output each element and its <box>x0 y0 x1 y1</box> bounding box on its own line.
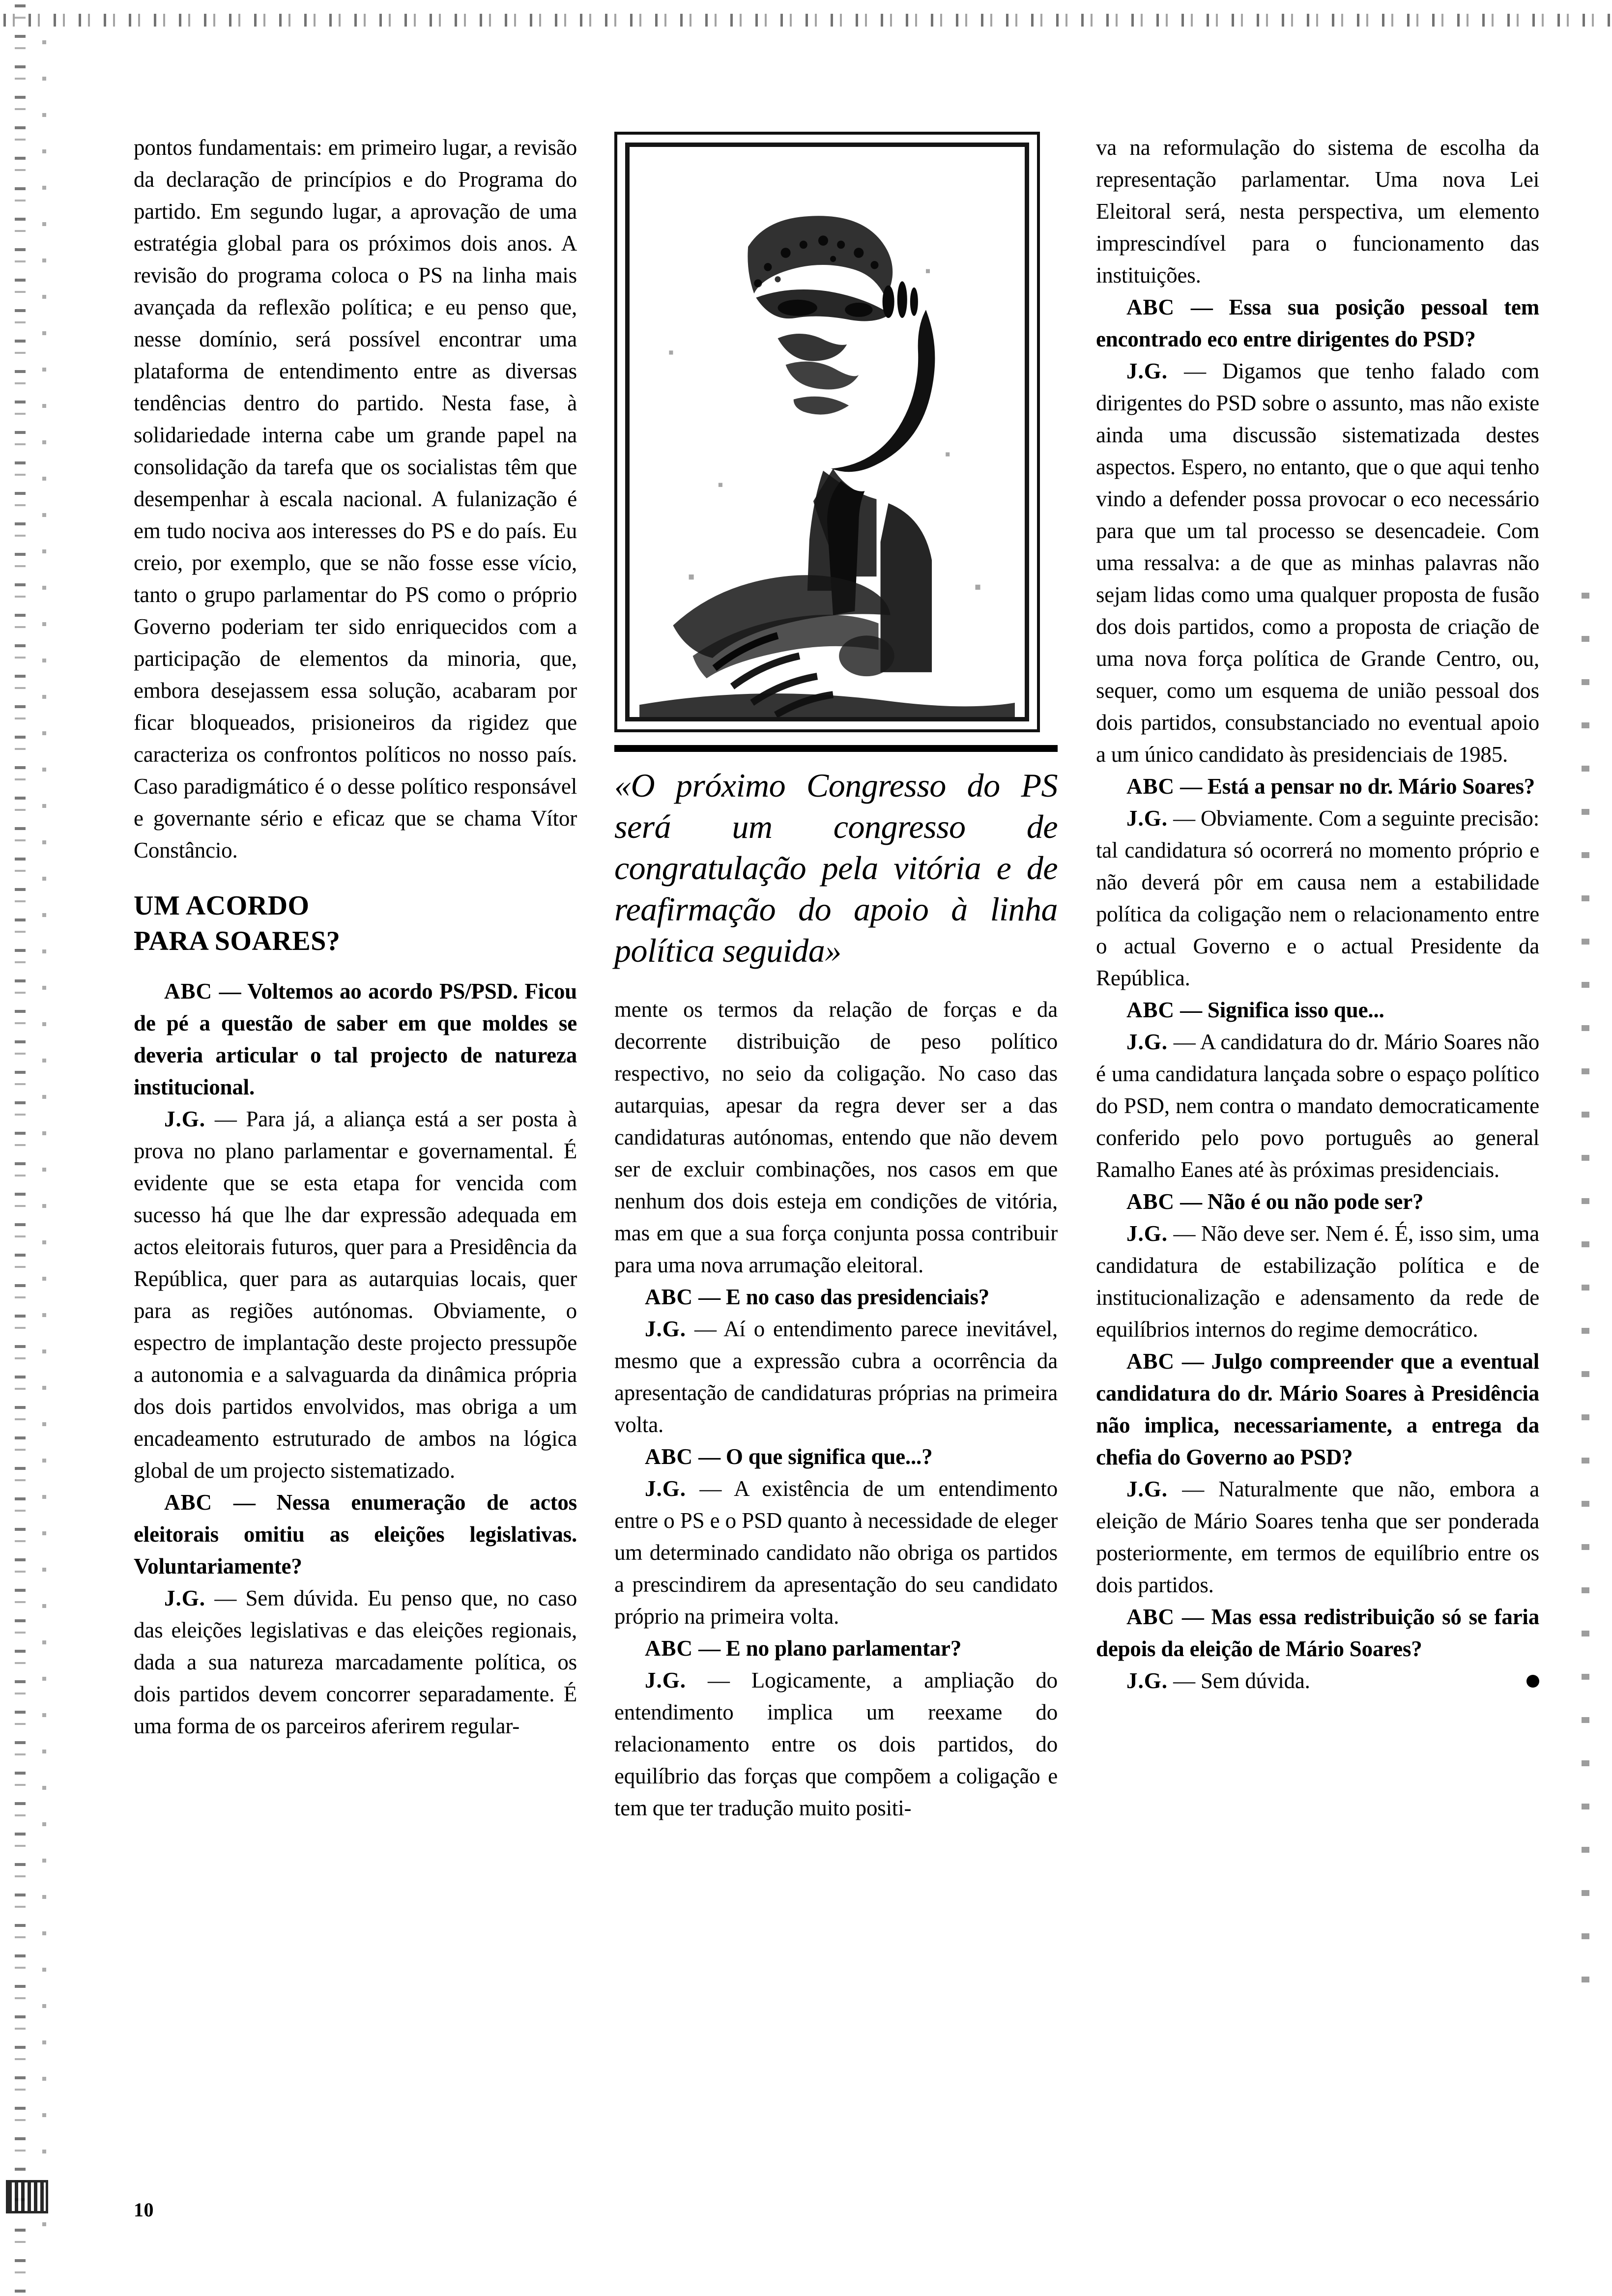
question-text: Significa isso que... <box>1207 998 1384 1022</box>
speaker-label-abc: ABC <box>164 1490 213 1515</box>
speaker-label-abc: ABC <box>1126 1605 1175 1629</box>
em-dash: — <box>1175 998 1208 1022</box>
speaker-label-abc: ABC <box>645 1636 693 1661</box>
speaker-label-jg: J.G. <box>645 1317 687 1341</box>
scan-artifact-left-inner-edge <box>42 29 46 2241</box>
speaker-label-abc: ABC <box>1126 1349 1175 1374</box>
speaker-label-jg: J.G. <box>645 1668 687 1693</box>
em-dash: — <box>1168 1668 1201 1693</box>
speaker-label-abc: ABC <box>645 1285 693 1309</box>
pullquote-rule <box>614 745 1058 752</box>
question-text: Nessa enumeração de actos eleitorais omitiu as eleições legislativas. Voluntariamente? <box>134 1490 577 1578</box>
speaker-label-jg: J.G. <box>1126 1030 1168 1054</box>
em-dash: — <box>686 1317 724 1341</box>
answer-text: A candidatura do dr. Mário Soares não é uma candidatura lançada sobre o espaço político do PSD, nem contra o mandato democraticamente conferido pelo povo português ao general Ramalho Eanes até às próximas presidenciais. <box>1096 1030 1539 1182</box>
scan-artifact-corner-blob <box>6 2180 48 2213</box>
speaker-label-jg: J.G. <box>164 1107 206 1131</box>
speaker-label-jg: J.G. <box>1126 359 1168 383</box>
answer-text: Para já, a aliança está a ser posta à prova no plano parlamentar e governamental. É evidente que se esta etapa for vencida com sucesso há que lhe dar expressão adequada em actos eleitorais futuros, quer para a Presidência da República, quer para as autarquias locais, quer para as regiões autónomas. Obviamente, o espectro de implantação deste projecto pressupõe a autonomia e a salvaguarda da dinâmica própria dos dois partidos envolvidos, mas obriga a um encadeamento estruturado de ambos na lógica global de um projecto sistematizado. <box>134 1107 577 1483</box>
column-one <box>134 132 577 2186</box>
em-dash: — <box>1175 295 1229 319</box>
scan-artifact-top-edge <box>0 14 1612 27</box>
pullquote: «O próximo Congresso do PS será um congresso de congratulação pela vitória e de reafirmação do apoio à linha política seguida» <box>614 767 1058 969</box>
answer-block <box>134 1103 577 1487</box>
answer-block <box>614 1313 1058 1441</box>
speaker-label-abc: ABC <box>1126 998 1175 1022</box>
answer-block <box>134 1582 577 1742</box>
answer-block <box>614 1473 1058 1633</box>
speaker-label-abc: ABC <box>1126 774 1175 799</box>
speaker-label-abc: ABC <box>645 1444 693 1469</box>
speaker-label-jg: J.G. <box>1126 1668 1168 1693</box>
speaker-label-jg: J.G. <box>1126 806 1168 831</box>
speaker-label-abc: ABC <box>1126 1189 1175 1214</box>
answer-text: Naturalmente que não, embora a eleição de Mário Soares tenha que ser ponderada posteriormente, em termos de equilíbrio entre os dois partidos. <box>1096 1477 1539 1597</box>
answer-text: Logicamente, a ampliação do entendimento implica um reexame do relacionamento entre os dois partidos, do equilíbrio das forças que compõem a coligação e tem que ter tradução muito positi- <box>614 1668 1058 1820</box>
final-answer-text-wrap <box>1096 1665 1310 1697</box>
question-block <box>1096 771 1539 803</box>
em-dash: — <box>1175 1605 1211 1629</box>
section-heading-line-2: PARA SOARES? <box>134 926 341 956</box>
em-dash: — <box>205 1107 246 1131</box>
paragraph-continuation: pontos fundamentais: em primeiro lugar, a revisão da declaração de princípios e do Programa do partido. Em segundo lugar, a aprovação de uma estratégia global para os próximos dois anos. A revisão do programa coloca o PS na linha mais avançada da reflexão política; e eu penso que, nesse domínio, será possível encontrar uma plataforma de entendimento entre as diversas tendências dentro do partido. Nesta fase, à solidariedade interna cabe um grande papel na consolidação da tarefa que os socialistas têm que desempenhar à escala nacional. A fulanização é em tudo nociva aos interesses do PS e do país. Eu creio, por exemplo, que se não fosse esse vício, tanto o grupo parlamentar do PS como o próprio Governo poderiam ter sido enriquecidos com a participação de elementos da minoria, que, embora desejassem essa solução, acabaram por ficar bloqueados, prisioneiros da rigidez que caracteriza os confrontos políticos no nosso país. Caso paradigmático é o desse político responsável e governante sério e eficaz que se chama Vítor Constâncio. <box>134 135 577 862</box>
final-answer-block <box>1096 1665 1539 1697</box>
em-dash: — <box>1175 1189 1208 1214</box>
page-number: 10 <box>134 2199 154 2221</box>
em-dash: — <box>1168 359 1223 383</box>
em-dash: — <box>1175 1349 1211 1374</box>
answer-text: A existência de um entendimento entre o PS e o PSD quanto à necessidade de eleger um determinado candidato não obriga os partidos a prescindirem da apresentação do seu candidato próprio na primeira volta. <box>614 1476 1058 1629</box>
em-dash: — <box>686 1668 751 1693</box>
question-block <box>134 1487 577 1582</box>
paragraph-continuation: va na reformulação do sistema de escolha da representação parlamentar. Uma nova Lei Eleitoral será, nesta perspectiva, um elemento imprescindível para o funcionamento das instituições. <box>1096 135 1539 287</box>
answer-text: Não deve ser. Nem é. É, isso sim, uma candidatura de estabilização política e de institucionalização e adensamento da rede de equilíbrios internos do regime democrático. <box>1096 1221 1539 1342</box>
column-three <box>1096 132 1539 2186</box>
answer-block <box>1096 1473 1539 1601</box>
answer-text: Obviamente. Com a seguinte precisão: tal candidatura só ocorrerá no momento próprio e não deverá pôr em causa nem a estabilidade política da coligação nem o relacionamento entre o actual Governo e o actual Presidente da República. <box>1096 806 1539 990</box>
em-dash: — <box>693 1285 726 1309</box>
em-dash: — <box>693 1444 726 1469</box>
portrait-photo-frame <box>614 132 1040 732</box>
em-dash: — <box>1175 774 1208 799</box>
question-text: Está a pensar no dr. Mário Soares? <box>1207 774 1535 799</box>
em-dash: — <box>1168 1477 1219 1501</box>
em-dash: — <box>686 1476 734 1501</box>
em-dash: — <box>212 979 248 1004</box>
question-text: E no caso das presidenciais? <box>725 1285 990 1309</box>
question-text: Essa sua posição pessoal tem encontrado eco entre dirigentes do PSD? <box>1096 295 1539 351</box>
em-dash: — <box>205 1586 246 1610</box>
speaker-label-jg: J.G. <box>645 1476 687 1501</box>
column-two <box>614 132 1058 2186</box>
question-text: Mas essa redistribuição só se faria depois da eleição de Mário Soares? <box>1096 1605 1540 1661</box>
speaker-label-abc: ABC <box>1126 295 1175 319</box>
article-columns <box>134 132 1545 2186</box>
em-dash: — <box>1168 1030 1200 1054</box>
em-dash: — <box>693 1636 726 1661</box>
section-heading <box>134 888 577 959</box>
question-block <box>134 976 577 1103</box>
question-text: E no plano parlamentar? <box>725 1636 962 1661</box>
answer-text: Digamos que tenho falado com dirigentes do PSD sobre o assunto, mas não existe ainda uma discussão sistematizada destes aspectos. Espero, no entanto, que o que aqui tenho vindo a defender possa provocar o eco necessário para que um tal processo se desencadeie. Com uma ressalva: a de que as minhas palavras não sejam lidas como uma qualquer proposta de fusão dos dois partidos, como a proposta de criação de uma nova força política de Grande Centro, ou, sequer, como um esquema de união pessoal dos dois partidos, consubstanciado no eventual apoio a um único candidato às presidenciais de 1985. <box>1096 359 1539 767</box>
answer-text: Sem dúvida. Eu penso que, no caso das eleições legislativas e das eleições regionais, dada a sua natureza marcadamente política, os dois partidos devem concorrer separadamente. É uma forma de os parceiros aferirem regular- <box>134 1586 577 1738</box>
speaker-label-abc: ABC <box>164 979 213 1004</box>
answer-block <box>1096 1218 1539 1346</box>
portrait-photo <box>625 143 1029 721</box>
question-text: Julgo compreender que a eventual candidatura do dr. Mário Soares à Presidência não implica, necessariamente, a entrega da chefia do Governo ao PSD? <box>1096 1349 1539 1469</box>
question-text: O que significa que...? <box>725 1444 933 1469</box>
question-block <box>1096 994 1539 1026</box>
question-block <box>1096 1346 1539 1473</box>
scan-artifact-right-edge <box>1582 580 1589 2005</box>
question-text: Não é ou não pode ser? <box>1207 1189 1424 1214</box>
final-answer-text: Sem dúvida. <box>1200 1668 1310 1693</box>
question-block <box>614 1633 1058 1665</box>
portrait-photo-icon <box>630 147 1025 717</box>
answer-text: Aí o entendimento parece inevitável, mesmo que a expressão cubra a ocorrência da apresentação de candidaturas próprias na primeira volta. <box>614 1317 1058 1437</box>
answer-block <box>614 1665 1058 1824</box>
end-of-article-bullet-icon <box>1526 1675 1539 1688</box>
scan-artifact-left-edge <box>15 0 26 2296</box>
question-block <box>614 1441 1058 1473</box>
section-heading-line-1: UM ACORDO <box>134 890 310 921</box>
em-dash: — <box>1168 806 1201 831</box>
question-block <box>1096 1186 1539 1218</box>
speaker-label-jg: J.G. <box>164 1586 206 1610</box>
question-block <box>1096 291 1539 355</box>
answer-block <box>1096 355 1539 771</box>
em-dash: — <box>1168 1221 1201 1246</box>
speaker-label-jg: J.G. <box>1126 1477 1168 1501</box>
em-dash: — <box>212 1490 277 1515</box>
speaker-label-jg: J.G. <box>1126 1221 1168 1246</box>
question-text: Voltemos ao acordo PS/PSD. Ficou de pé a questão de saber em que moldes se deveria articular o tal projecto de natureza institucional. <box>134 979 577 1099</box>
question-block <box>1096 1601 1539 1665</box>
answer-block <box>1096 1026 1539 1186</box>
question-block <box>614 1281 1058 1313</box>
answer-block <box>1096 803 1539 994</box>
paragraph-continuation: mente os termos da relação de forças e da decorrente distribuição de peso político respectivo, no seio da coligação. No caso das autarquias, apesar da regra dever ser a das candidaturas autónomas, entendo que não devem ser de excluir combinações, nos casos em que nenhum dos dois esteja em condições de vitória, mas em que a sua força conjunta possa contribuir para uma nova arrumação eleitoral. <box>614 997 1058 1277</box>
